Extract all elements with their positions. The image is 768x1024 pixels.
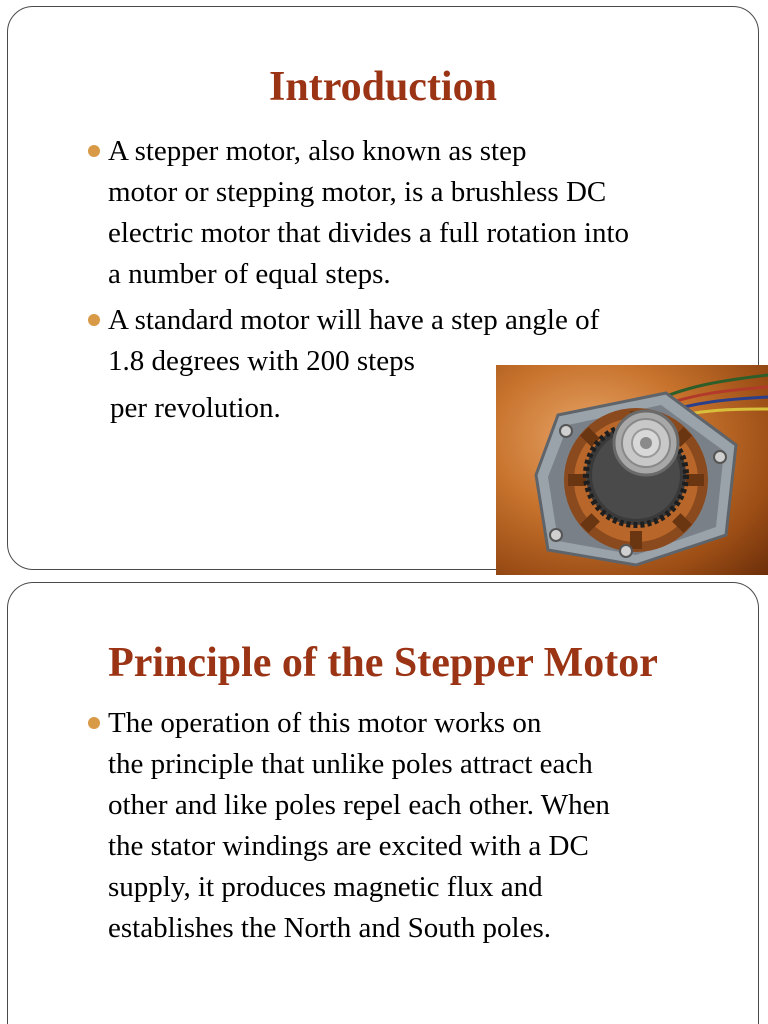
bullet-dot-icon xyxy=(88,145,100,157)
bullet-line: 1.8 degrees with 200 steps xyxy=(108,345,415,377)
bullet-line: per revolution. xyxy=(110,392,281,424)
bullet-line: motor or stepping motor, is a brushless DC xyxy=(108,176,607,208)
bullet-line: electric motor that divides a full rotation into xyxy=(108,217,630,249)
bullet-item xyxy=(108,703,610,949)
bullet-item xyxy=(108,131,629,295)
bullet-line: the stator windings are excited with a DC xyxy=(108,830,589,862)
bullet-list xyxy=(108,703,610,954)
bullet-line: a number of equal steps. xyxy=(108,258,391,290)
stepper-motor-icon xyxy=(496,365,768,575)
stepper-motor-photo xyxy=(496,365,768,575)
bullet-line: the principle that unlike poles attract each xyxy=(108,748,593,780)
bullet-line: establishes the North and South poles. xyxy=(108,912,552,944)
bullet-line: supply, it produces magnetic flux and xyxy=(108,871,543,903)
slide-title: Introduction xyxy=(269,64,497,110)
bullet-dot-icon xyxy=(88,314,100,326)
bullet-dot-icon xyxy=(88,717,100,729)
slide-principle xyxy=(7,582,759,1024)
bullet-line: A standard motor will have a step angle of xyxy=(108,304,600,336)
slide-title: Principle of the Stepper Motor xyxy=(108,640,658,686)
bullet-line: The operation of this motor works on xyxy=(108,707,542,739)
bullet-line: A stepper motor, also known as step xyxy=(108,135,527,167)
bullet-line: other and like poles repel each other. When xyxy=(108,789,610,821)
